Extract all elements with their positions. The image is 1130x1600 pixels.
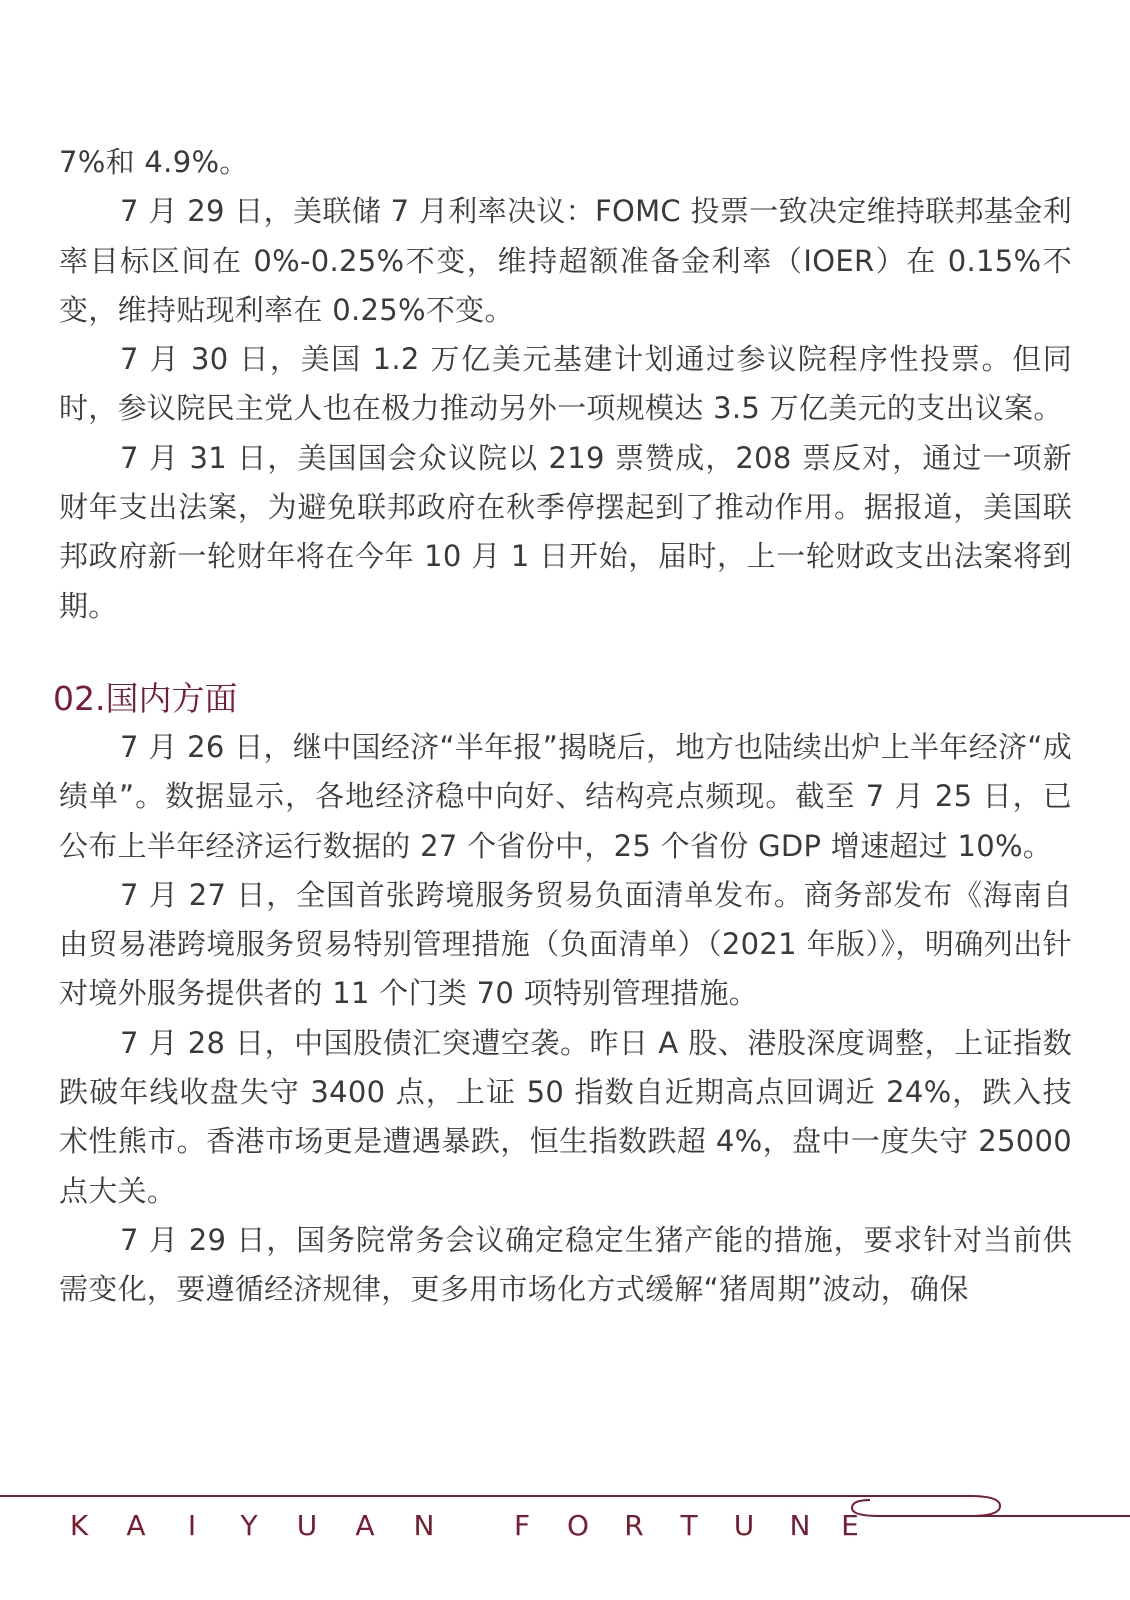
brand-letter: I [187,1509,197,1542]
brand-letter: U [296,1509,318,1542]
section-title: 02.国内方面 [53,678,238,718]
paragraph: 7 月 28 日，中国股债汇突遭空袭。昨日 A 股、港股深度调整，上证指数跌破年线收盘失守 3400 点，上证 50 指数自近期高点回调近 24%，跌入技术性熊市。香港市场更是遭遇暴跌，恒生指数跌超 4%，盘中一度失守 25000 点大关。 [59,1025,1072,1208]
document-body [53,138,1072,1315]
brand-letter: R [624,1509,644,1542]
brand-letter: T [680,1509,698,1542]
paragraph: 7 月 29 日，美联储 7 月利率决议：FOMC 投票一致决定维持联邦基金利率目标区间在 0%-0.25%不变，维持超额准备金利率（IOER）在 0.15%不变，维持贴现利率在 0.25%不变。 [59,194,1072,327]
paragraph: 7 月 30 日，美国 1.2 万亿美元基建计划通过参议院程序性投票。但同时，参议院民主党人也在极力推动另外一项规模达 3.5 万亿美元的支出议案。 [59,342,1072,426]
paragraph: 7 月 29 日，国务院常务会议确定稳定生猪产能的措施，要求针对当前供需变化，要遵循经济规律，更多用市场化方式缓解“猪周期”波动，确保 [59,1222,1072,1307]
brand-wordmark [50,1509,872,1542]
brand-letter: N [413,1509,435,1542]
brand-letter: O [566,1509,590,1542]
brand-letter: A [126,1509,146,1542]
brand-letter: U [733,1509,755,1542]
brand-letter: K [69,1509,89,1542]
brand-letter: E [841,1509,859,1542]
paragraph: 7 月 31 日，美国国会众议院以 219 票赞成，208 票反对，通过一项新财年支出法案，为避免联邦政府在秋季停摆起到了推动作用。据报道，美国联邦政府新一轮财年将在今年 10 月 1 日开始，届时，上一轮财政支出法案将到期。 [59,440,1072,623]
brand-letter: N [789,1509,811,1542]
paragraph: 7%和 4.9%。 [59,145,249,179]
paragraph: 7 月 26 日，继中国经济“半年报”揭晓后，地方也陆续出炉上半年经济“成绩单”。数据显示，各地经济稳中向好、结构亮点频现。截至 7 月 25 日，已公布上半年经济运行数据的 27 个省份中，25 个省份 GDP 增速超过 10%。 [59,729,1072,863]
brand-letter: Y [240,1509,258,1542]
paragraph: 7 月 27 日，全国首张跨境服务贸易负面清单发布。商务部发布《海南自由贸易港跨境服务贸易特别管理措施（负面清单）（2021 年版）》，明确列出针对境外服务提供者的 11 个门类 70 项特别管理措施。 [59,877,1072,1011]
brand-letter: A [355,1509,375,1542]
brand-letter: F [513,1509,531,1542]
